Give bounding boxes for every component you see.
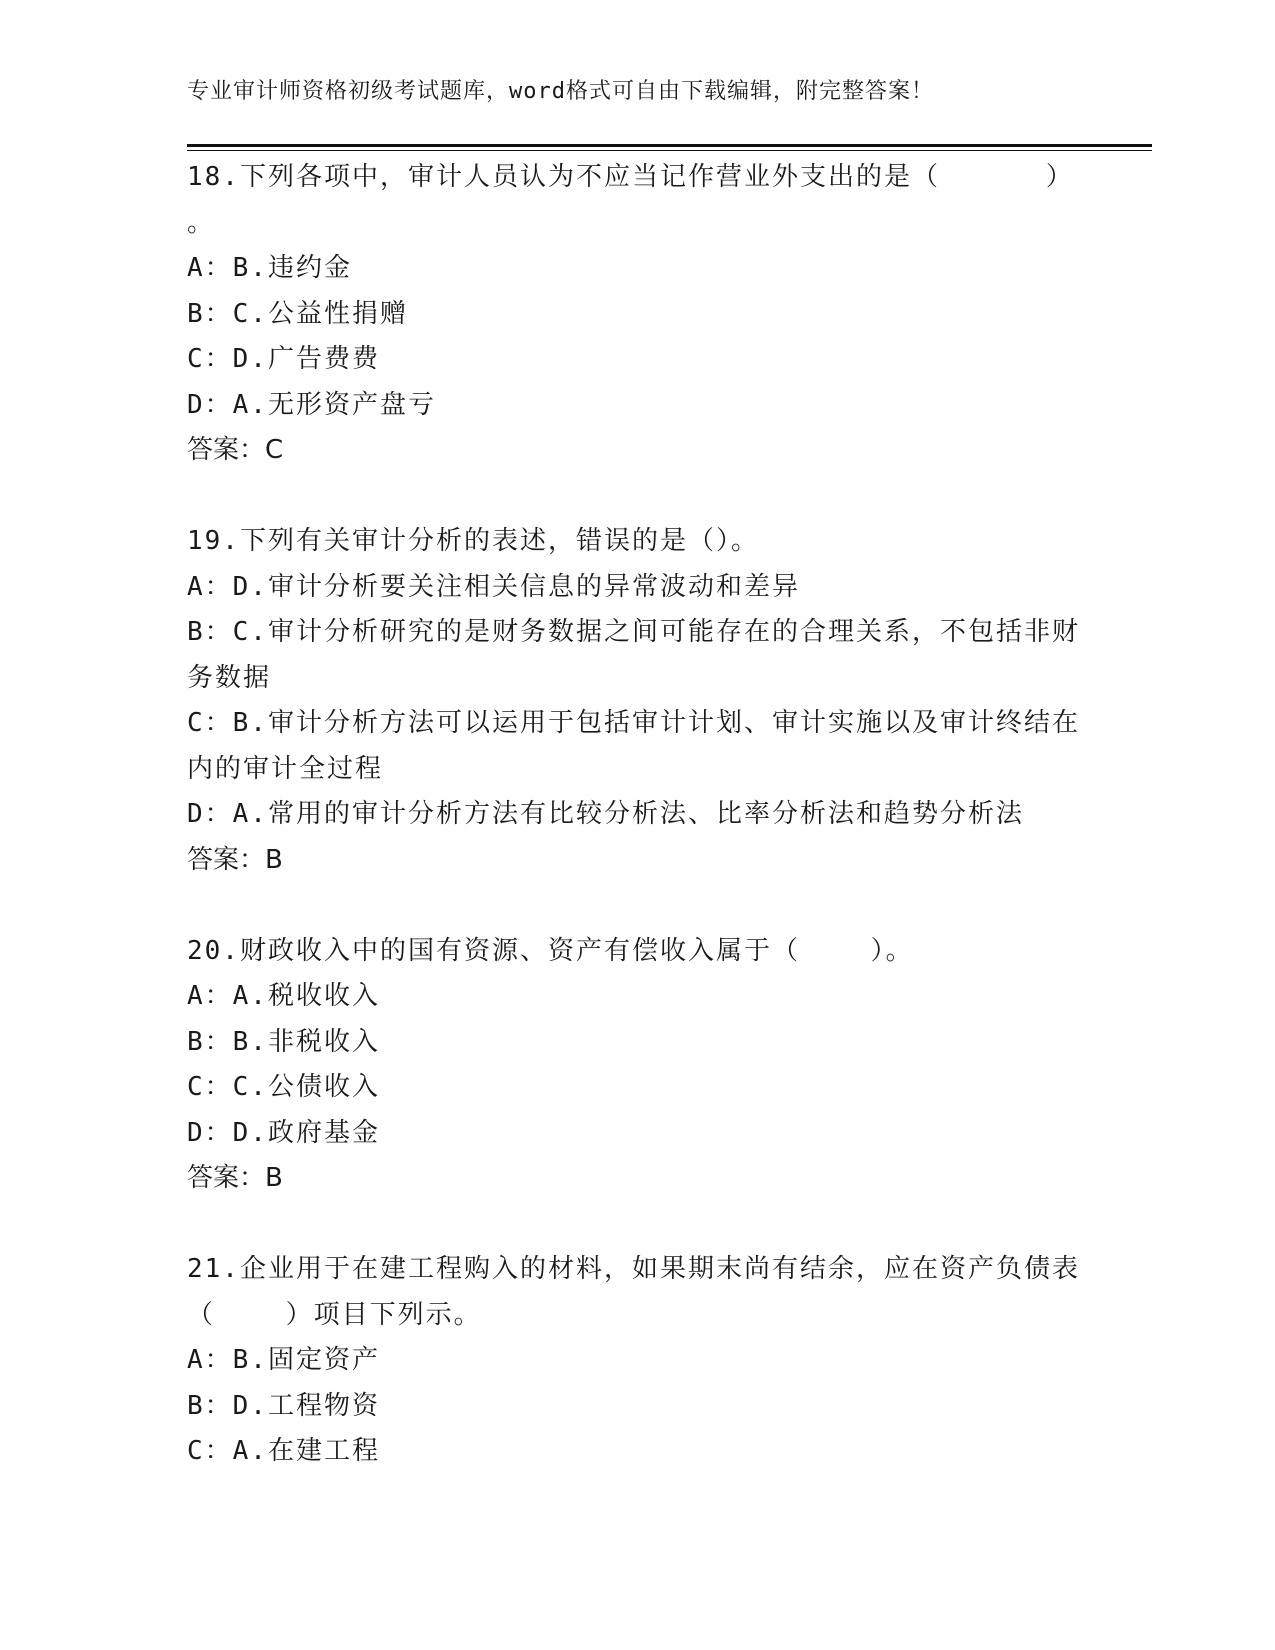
answer: 答案：C bbox=[187, 435, 284, 465]
option-d: D：D.政府基金 bbox=[187, 1117, 380, 1148]
question-stem: 21.企业用于在建工程购入的材料，如果期末尚有结余，应在资产负债表（ ）项目下列示。 bbox=[187, 1254, 1080, 1330]
option-c: C：B.审计分析方法可以运用于包括审计计划、审计实施以及审计终结在内的审计全过程 bbox=[187, 708, 1080, 784]
option-a: A：D.审计分析要关注相关信息的异常波动和差异 bbox=[187, 571, 800, 602]
question-spacer bbox=[187, 474, 1087, 520]
question-19 bbox=[187, 519, 1087, 883]
option-d: D：A.常用的审计分析方法有比较分析法、比率分析法和趋势分析法 bbox=[187, 799, 1024, 829]
option-c: C：D.广告费费 bbox=[187, 344, 380, 374]
question-spacer bbox=[187, 1202, 1087, 1248]
option-a: A：B.违约金 bbox=[187, 253, 352, 283]
question-spacer bbox=[187, 883, 1087, 929]
question-18 bbox=[187, 155, 1087, 474]
question-20 bbox=[187, 929, 1087, 1202]
question-stem: 19.下列有关审计分析的表述，错误的是（）。 bbox=[187, 526, 759, 556]
answer: 答案：B bbox=[187, 1163, 283, 1193]
option-b: B：C.公益性捐赠 bbox=[187, 298, 408, 329]
option-c: C：C.公债收入 bbox=[187, 1072, 380, 1102]
option-b: B：D.工程物资 bbox=[187, 1390, 380, 1421]
page-header: 专业审计师资格初级考试题库，word格式可自由下载编辑，附完整答案！ bbox=[187, 79, 934, 104]
option-b: B：B.非税收入 bbox=[187, 1026, 380, 1057]
question-list bbox=[187, 155, 1087, 1475]
option-a: A：A.税收收入 bbox=[187, 981, 380, 1011]
option-a: A：B.固定资产 bbox=[187, 1345, 380, 1375]
header-rule-thin bbox=[187, 150, 1152, 151]
option-b: B：C.审计分析研究的是财务数据之间可能存在的合理关系，不包括非财务数据 bbox=[187, 617, 1080, 693]
question-stem: 20.财政收入中的国有资源、资产有偿收入属于（ ）。 bbox=[187, 935, 914, 966]
question-stem: 18.下列各项中，审计人员认为不应当记作营业外支出的是（ ） bbox=[187, 162, 1074, 192]
question-21 bbox=[187, 1247, 1087, 1475]
answer: 答案：B bbox=[187, 844, 283, 875]
question-stem-continuation: 。 bbox=[187, 207, 216, 238]
option-c: C：A.在建工程 bbox=[187, 1436, 380, 1466]
header-rule-thick bbox=[187, 144, 1152, 147]
option-d: D：A.无形资产盘亏 bbox=[187, 389, 436, 420]
